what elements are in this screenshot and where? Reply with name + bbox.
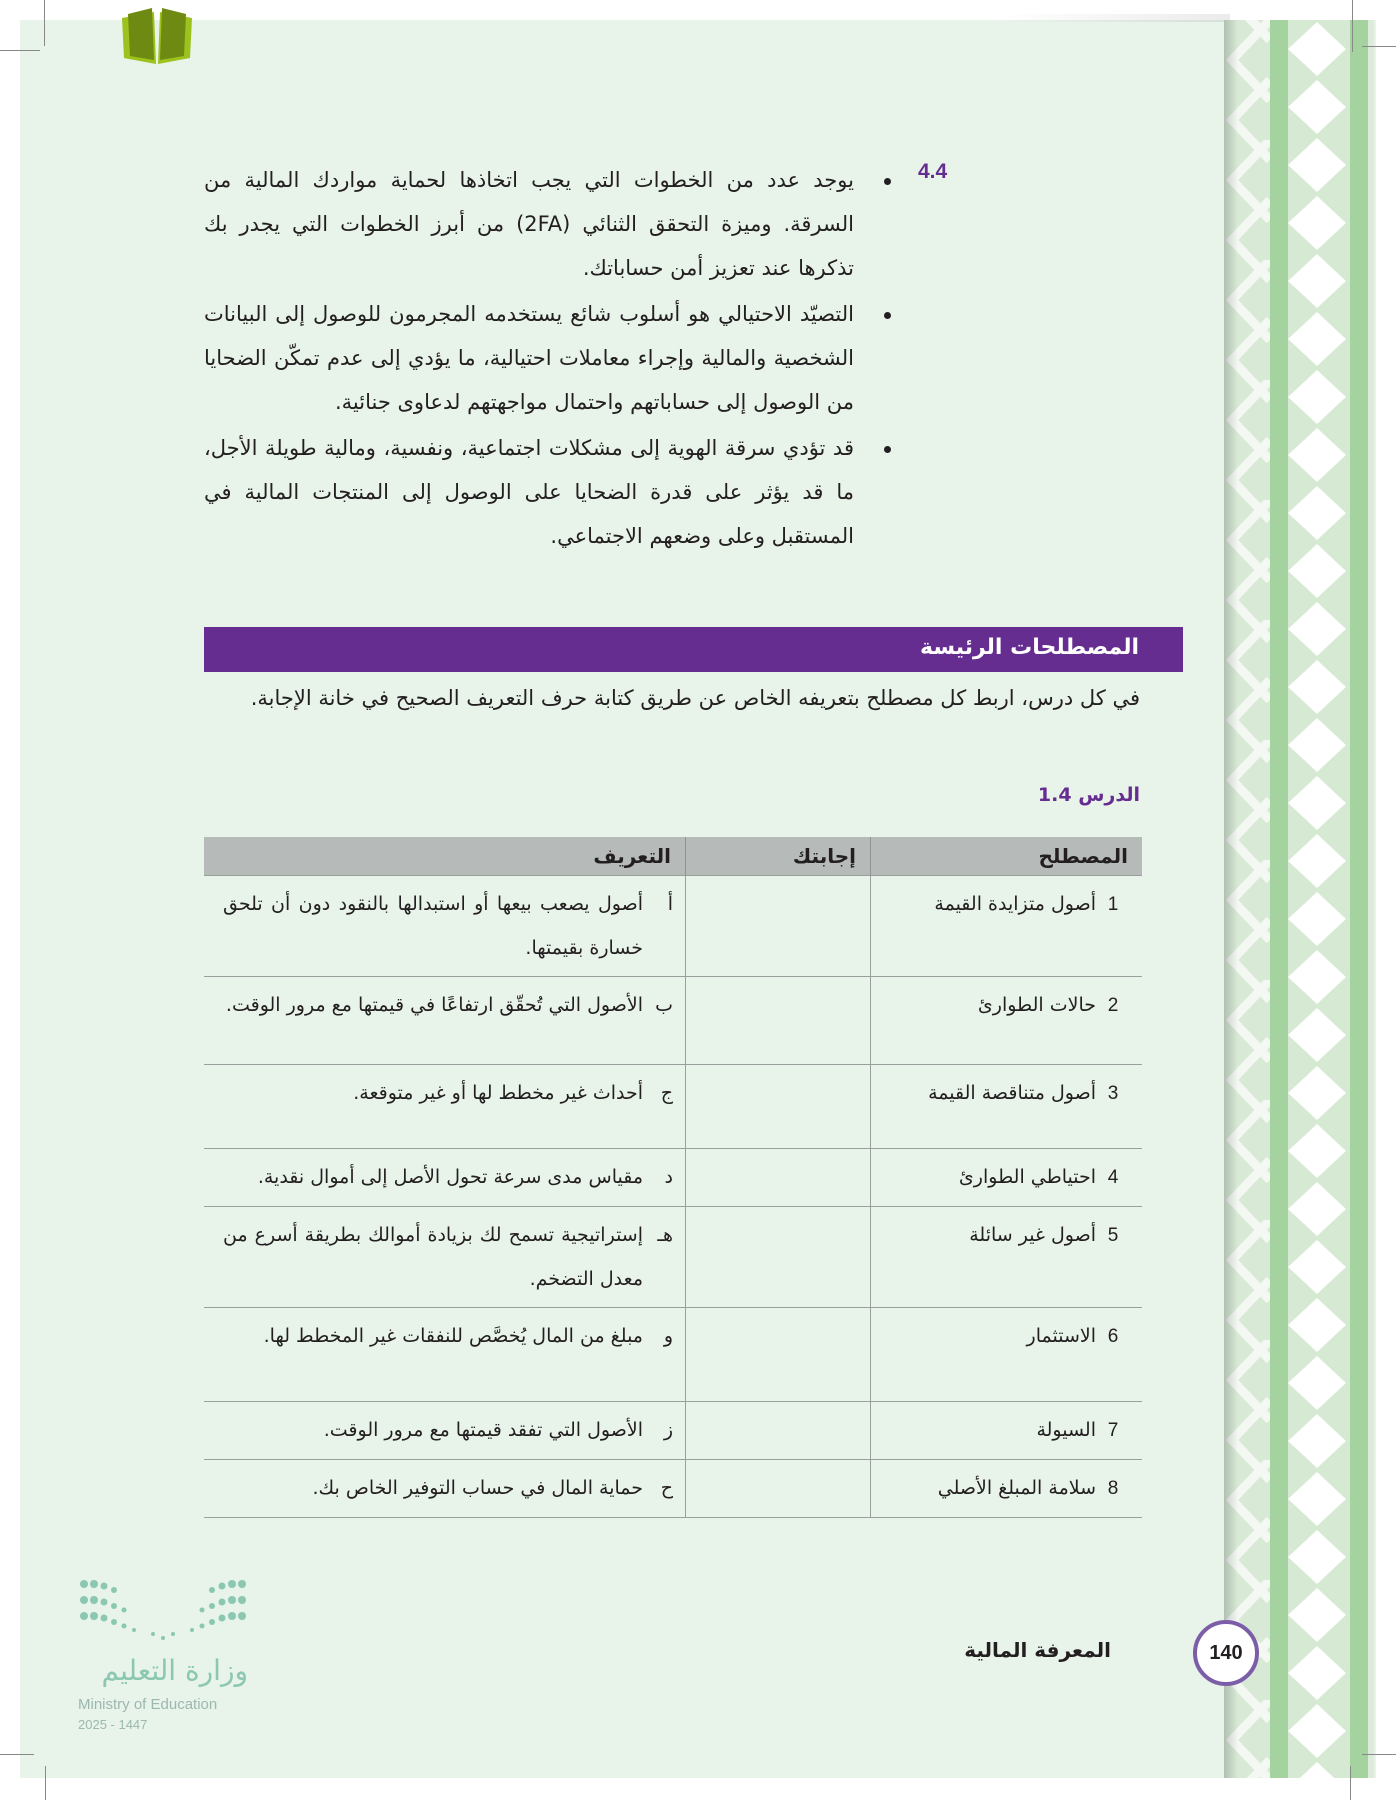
definition-letter: و [663,1325,673,1347]
answer-cell[interactable] [686,1065,871,1149]
table-row [204,876,1142,977]
answer-cell[interactable] [686,876,871,977]
term-number: 7 [1107,1420,1119,1441]
definition-text: الأصول التي تفقد قيمتها مع مرور الوقت. [323,1419,643,1441]
term-cell [871,876,1143,977]
term-number: 1 [1107,894,1119,915]
edition-year: 2025 - 1447 [78,1717,148,1732]
definition-letter: ح [660,1477,673,1499]
term-number: 5 [1107,1225,1119,1246]
term-cell [871,1402,1143,1460]
table-row [204,1065,1142,1149]
bullet-item: يوجد عدد من الخطوات التي يجب اتخاذها لحماية مواردك المالية من السرقة. وميزة التحقق الثنائي (2FA) من أبرز الخطوات التي يجدر بك تذكرها عند تعزيز أمن حساباتك. [204,158,854,290]
term-cell [871,1149,1143,1207]
answer-cell[interactable] [686,1460,871,1518]
definition-text: أصول يصعب بيعها أو استبدالها بالنقود دون أن تلحق خسارة بقيمتها. [223,893,643,959]
decorative-border [1224,20,1376,1778]
ministry-name-ar: وزارة التعليم [101,1654,248,1687]
table-row [204,1308,1142,1402]
page-number: 140 [1193,1620,1259,1686]
definition-cell [204,1207,686,1308]
lesson-label: الدرس 1.4 [1037,784,1140,806]
definition-text: إستراتيجية تسمح لك بزيادة أموالك بطريقة أسرع من معدل التضخم. [223,1224,643,1290]
table-header-row [204,837,1142,876]
definition-letter: ج [660,1082,673,1104]
section-number: 4.4 [918,160,948,183]
crop-mark [1362,46,1396,47]
key-terms-header [204,627,1183,672]
definition-letter: د [664,1166,673,1188]
term-text: السيولة [1036,1419,1096,1441]
key-terms-title: المصطلحات الرئيسة [920,635,1139,660]
page-shadow [1000,14,1230,22]
answer-cell[interactable] [686,1207,871,1308]
definition-text: مبلغ من المال يُخصَّص للنفقات غير المخطط لها. [263,1325,643,1347]
term-number: 3 [1107,1083,1119,1104]
term-number: 8 [1107,1478,1119,1499]
book-icon [118,8,196,66]
ministry-dots-icon [78,1578,248,1644]
term-text: أصول متناقصة القيمة [928,1082,1096,1104]
header-definition: التعريف [204,837,686,876]
header-term: المصطلح [871,837,1143,876]
term-cell [871,1308,1143,1402]
crop-mark [0,1754,34,1755]
table-row [204,1460,1142,1518]
ministry-name-en: Ministry of Education [78,1696,218,1713]
term-cell [871,1207,1143,1308]
definition-cell [204,1149,686,1207]
definition-letter: أ [667,893,673,915]
term-cell [871,1460,1143,1518]
table-row [204,1207,1142,1308]
definition-cell [204,876,686,977]
term-cell [871,977,1143,1065]
term-text: أصول غير سائلة [969,1224,1096,1246]
ministry-logo [78,1578,258,1738]
table-row [204,977,1142,1065]
term-text: حالات الطوارئ [977,994,1096,1016]
definition-text: حماية المال في حساب التوفير الخاص بك. [312,1477,643,1499]
definition-text: أحداث غير مخطط لها أو غير متوقعة. [353,1082,643,1104]
header-answer: إجابتك [686,837,871,876]
term-text: سلامة المبلغ الأصلي [937,1477,1096,1499]
crop-mark [1352,0,1353,52]
term-number: 4 [1107,1167,1119,1188]
definition-cell [204,977,686,1065]
table-row [204,1402,1142,1460]
answer-cell[interactable] [686,977,871,1065]
crop-mark [1350,1766,1351,1800]
definition-text: مقياس مدى سرعة تحول الأصل إلى أموال نقدية. [257,1166,643,1188]
definition-cell [204,1460,686,1518]
term-number: 6 [1107,1326,1119,1347]
answer-cell[interactable] [686,1149,871,1207]
answer-cell[interactable] [686,1402,871,1460]
definition-letter: ب [655,994,673,1016]
bullet-item: التصيّد الاحتيالي هو أسلوب شائع يستخدمه المجرمون للوصول إلى البيانات الشخصية والمالية وإجراء معاملات احتيالية، ما يؤدي إلى عدم تمكّن الضحايا من الوصول إلى حساباتهم واحتمال مواجهتهم لدعاوى جنائية. [204,292,854,424]
definition-cell [204,1065,686,1149]
summary-bullets [204,158,854,560]
crop-mark [45,1766,46,1800]
book-title: المعرفة المالية [964,1638,1111,1662]
definition-text: الأصول التي تُحقّق ارتفاعًا في قيمتها مع مرور الوقت. [225,994,643,1016]
table-row [204,1149,1142,1207]
term-text: احتياطي الطوارئ [958,1166,1096,1188]
instruction-text: في كل درس، اربط كل مصطلح بتعريفه الخاص عن طريق كتابة حرف التعريف الصحيح في خانة الإجابة. [250,686,1140,710]
terms-table [204,837,1142,1518]
answer-cell[interactable] [686,1308,871,1402]
term-number: 2 [1107,995,1119,1016]
definition-cell [204,1308,686,1402]
term-text: أصول متزايدة القيمة [934,893,1096,915]
definition-letter: ز [663,1419,673,1441]
bullet-item: قد تؤدي سرقة الهوية إلى مشكلات اجتماعية، ونفسية، ومالية طويلة الأجل، ما قد يؤثر على قدرة الضحايا على الوصول إلى المنتجات المالية في المستقبل وعلى وضعهم الاجتماعي. [204,426,854,558]
wajeb-logo [8,6,188,68]
definition-letter: هـ [657,1224,673,1246]
crop-mark [1362,1754,1396,1755]
term-text: الاستثمار [1026,1325,1096,1347]
term-cell [871,1065,1143,1149]
definition-cell [204,1402,686,1460]
